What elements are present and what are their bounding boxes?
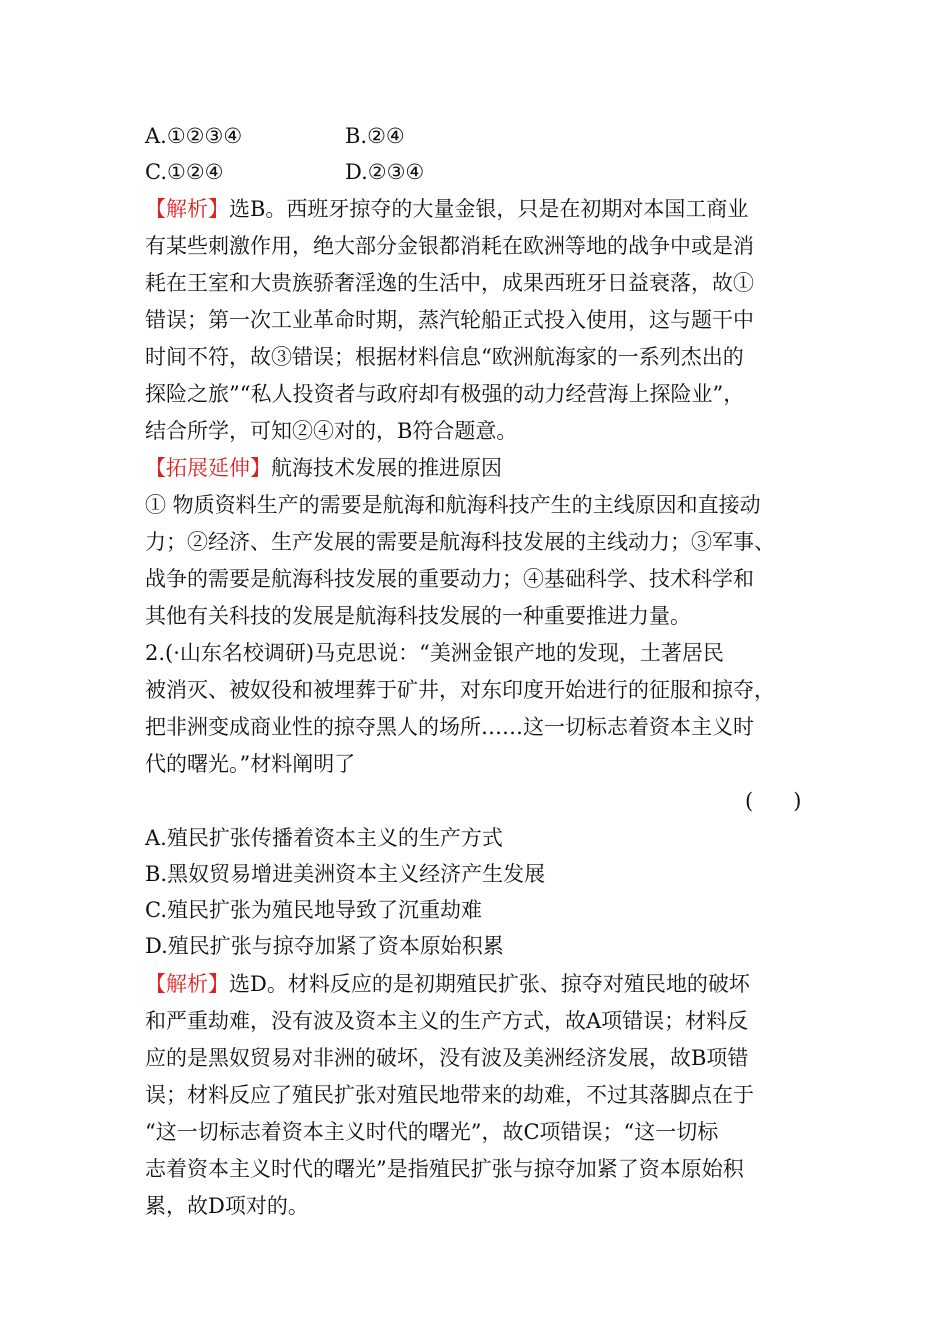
q1-analysis-line: 时间不符，故③错误；根据材料信息“欧洲航海家的一系列杰出的 [145,345,744,369]
q1-option-c[interactable]: C.①②④ [145,160,224,184]
q2-analysis-line: 志着资本主义时代的曙光”是指殖民扩张与掠夺加紧了资本原始积 [145,1157,744,1181]
q2-stem-line: 2.(·山东名校调研)马克思说：“美洲金银产地的发现，土著居民 [145,641,724,665]
q1-analysis-line: 有某些刺激作用，绝大部分金银都消耗在欧洲等地的战争中或是消 [145,234,754,258]
q2-analysis-text: 选D。材料反应的是初期殖民扩张、掠夺对殖民地的破坏 [229,972,750,996]
q2-answer-paren-row [145,783,825,819]
q2-analysis-line: 和严重劫难，没有波及资本主义的生产方式，故A项错误；材料反 [145,1009,749,1033]
q2-answer-paren: ( ) [745,789,802,813]
extension-line: 其他有关科技的发展是航海科技发展的一种重要推进力量。 [145,604,691,628]
q1-options-row-1 [145,118,825,154]
q1-analysis-text: 选B。西班牙掠夺的大量金银，只是在初期对本国工商业 [229,197,749,221]
q1-analysis-tag: 【解析】 [145,197,229,221]
q1-option-a[interactable]: A.①②③④ [145,124,243,148]
q2-analysis-line: “这一切标志着资本主义时代的曙光”，故C项错误；“这一切标 [145,1120,719,1144]
q1-analysis-line: 结合所学，可知②④对的，B符合题意。 [145,419,518,443]
q1-analysis-line: 错误；第一次工业革命时期，蒸汽轮船正式投入使用，这与题干中 [145,308,754,332]
q2-stem-line: 把非洲变成商业性的掠夺黑人的场所……这一切标志着资本主义时 [145,715,754,739]
extension-heading [145,450,825,486]
extension-line: 战争的需要是航海科技发展的重要动力；④基础科学、技术科学和 [145,567,754,591]
q2-option-c[interactable]: C.殖民扩张为殖民地导致了沉重劫难 [145,898,482,922]
extension-line: ① 物质资料生产的需要是航海和航海科技产生的主线原因和直接动 [145,493,761,517]
q2-stem-line: 代的曙光。”材料阐明了 [145,752,356,776]
q2-option-b[interactable]: B.黑奴贸易增进美洲资本主义经济产生发展 [145,862,546,886]
q2-analysis-line: 误；材料反应了殖民扩张对殖民地带来的劫难，不过其落脚点在于 [145,1083,754,1107]
q2-analysis-line: 累，故D项对的。 [145,1194,309,1218]
q1-options-row-2 [145,154,825,190]
extension-tag: 【拓展延伸】 [145,456,271,480]
q2-option-d[interactable]: D.殖民扩张与掠夺加紧了资本原始积累 [145,934,504,958]
q1-option-b[interactable]: B.②④ [345,124,405,148]
q1-analysis-line [145,191,825,227]
q2-analysis-tag: 【解析】 [145,972,229,996]
q1-option-d[interactable]: D.②③④ [345,160,425,184]
q2-analysis-line: 应的是黑奴贸易对非洲的破坏，没有波及美洲经济发展，故B项错 [145,1046,749,1070]
q2-analysis-line [145,966,825,1002]
q2-stem-line: 被消灭、被奴役和被埋葬于矿井，对东印度开始进行的征服和掠夺， [145,678,775,702]
q1-analysis-line: 耗在王室和大贵族骄奢淫逸的生活中，成果西班牙日益衰落，故① [145,271,754,295]
extension-line: 力；②经济、生产发展的需要是航海科技发展的主线动力；③军事、 [145,530,775,554]
q2-option-a[interactable]: A.殖民扩张传播着资本主义的生产方式 [145,826,503,850]
q1-analysis-line: 探险之旅”“私人投资者与政府却有极强的动力经营海上探险业”， [145,382,745,406]
extension-title: 航海技术发展的推进原因 [271,456,502,480]
